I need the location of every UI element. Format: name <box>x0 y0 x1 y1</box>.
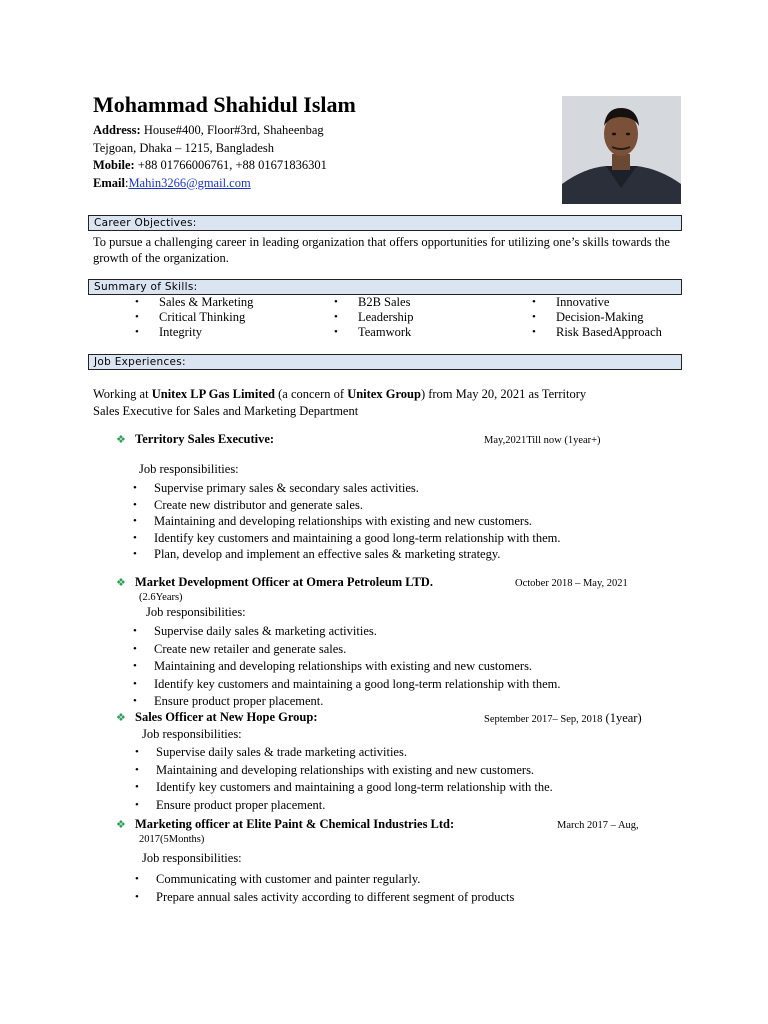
list-item: • Communicating with customer and painter regularly. <box>132 870 514 888</box>
list-item: • Plan, develop and implement an effective sales & marketing strategy. <box>130 546 561 563</box>
intro-text: Working at <box>93 387 152 401</box>
job-dates: March 2017 – Aug, <box>557 820 639 831</box>
job-dates: October 2018 – May, 2021 <box>515 578 628 589</box>
intro-company: Unitex LP Gas Limited <box>151 387 275 401</box>
contact-block <box>93 122 327 192</box>
list-item: • Maintaining and developing relationships with existing and new customers. <box>130 513 561 530</box>
skills-heading: Summary of Skills: <box>88 279 682 295</box>
intro-group: Unitex Group <box>347 387 421 401</box>
job-responsibilities-label: Job responsibilities: <box>139 462 239 476</box>
job-responsibilities-label: Job responsibilities: <box>142 727 242 741</box>
job-experiences-heading: Job Experiences: <box>88 354 682 370</box>
job-title: Territory Sales Executive: <box>135 432 275 446</box>
diamond-bullet-icon: ❖ <box>116 434 126 446</box>
job-dates <box>484 711 642 726</box>
skill-item: • Teamwork <box>334 325 414 340</box>
career-objectives-heading: Career Objectives: <box>88 215 682 231</box>
job-duration: 2017(5Months) <box>139 834 205 845</box>
career-objectives-text: To pursue a challenging career in leading organization that offers opportunities for utilizing one’s skills towards the growth of the organization. <box>93 235 670 265</box>
address-line-1 <box>93 122 327 140</box>
skills-column-3 <box>532 295 662 341</box>
address-value: House#400, Floor#3rd, Shaheenbag <box>140 123 324 137</box>
list-item: • Create new retailer and generate sales. <box>130 641 561 659</box>
address-label: Address: <box>93 123 141 137</box>
diamond-bullet-icon: ❖ <box>116 577 126 589</box>
job-title: Marketing officer at Elite Paint & Chemical Industries Ltd: <box>135 817 455 831</box>
job-duration: (2.6Years) <box>139 592 183 603</box>
list-item: • Maintaining and developing relationships with existing and new customers. <box>132 762 553 780</box>
diamond-bullet-icon: ❖ <box>116 819 126 831</box>
skill-item: • Critical Thinking <box>135 310 253 325</box>
profile-photo-graphic <box>562 96 681 204</box>
skill-item: • Leadership <box>334 310 414 325</box>
list-item: • Identify key customers and maintaining a good long-term relationship with them. <box>130 530 561 547</box>
mobile-line <box>93 157 327 175</box>
skills-column-1 <box>135 295 253 341</box>
address-line-2: Tejgoan, Dhaka – 1215, Bangladesh <box>93 140 275 155</box>
list-item: • Identify key customers and maintaining a good long-term relationship with them. <box>130 676 561 694</box>
mobile-label: Mobile: <box>93 158 135 172</box>
job-responsibilities-list <box>132 870 514 906</box>
list-item: • Supervise daily sales & trade marketing activities. <box>132 744 553 762</box>
job-responsibilities-list <box>132 744 553 814</box>
job-title: Market Development Officer at Omera Petroleum LTD. <box>135 575 433 589</box>
skill-item: • Innovative <box>532 295 662 310</box>
list-item: • Identify key customers and maintaining a good long-term relationship with the. <box>132 779 553 797</box>
job-responsibilities-label: Job responsibilities: <box>146 605 246 619</box>
job-responsibilities-list <box>130 623 561 711</box>
list-item: • Create new distributor and generate sales. <box>130 497 561 514</box>
job-dates-range: September 2017– Sep, 2018 <box>484 714 603 725</box>
email-label: Email <box>93 175 125 190</box>
list-item: • Maintaining and developing relationships with existing and new customers. <box>130 658 561 676</box>
skill-item: • Sales & Marketing <box>135 295 253 310</box>
job-dates-duration: (1year) <box>602 711 642 725</box>
skills-column-2 <box>334 295 414 341</box>
skill-item: • Risk BasedApproach <box>532 325 662 340</box>
job-responsibilities-label: Job responsibilities: <box>142 851 242 865</box>
skill-item: • Decision-Making <box>532 310 662 325</box>
job-title: Sales Officer at New Hope Group: <box>135 710 318 724</box>
diamond-bullet-icon: ❖ <box>116 712 126 724</box>
list-item: • Ensure product proper placement. <box>130 693 561 711</box>
profile-photo <box>562 96 681 204</box>
email-link[interactable]: Mahin3266@gmail.com <box>128 175 251 190</box>
list-item: • Supervise daily sales & marketing activities. <box>130 623 561 641</box>
job-responsibilities-list <box>130 480 561 563</box>
job-dates: May,2021Till now (1year+) <box>484 435 601 446</box>
current-employment-intro-line-2: Sales Executive for Sales and Marketing Department <box>93 404 359 418</box>
intro-text: (a concern of <box>275 387 348 401</box>
skill-item: • B2B Sales <box>334 295 414 310</box>
email-line: Email:Mahin3266@gmail.com <box>93 175 251 190</box>
list-item: • Supervise primary sales & secondary sales activities. <box>130 480 561 497</box>
skill-item: • Integrity <box>135 325 253 340</box>
intro-text: ) from May 20, 2021 as Territory <box>420 387 587 401</box>
list-item: • Ensure product proper placement. <box>132 797 553 815</box>
current-employment-intro <box>93 386 586 402</box>
candidate-name: Mohammad Shahidul Islam <box>93 92 356 117</box>
list-item: • Prepare annual sales activity according to different segment of products <box>132 888 514 906</box>
mobile-value: +88 01766006761, +88 01671836301 <box>134 158 327 172</box>
